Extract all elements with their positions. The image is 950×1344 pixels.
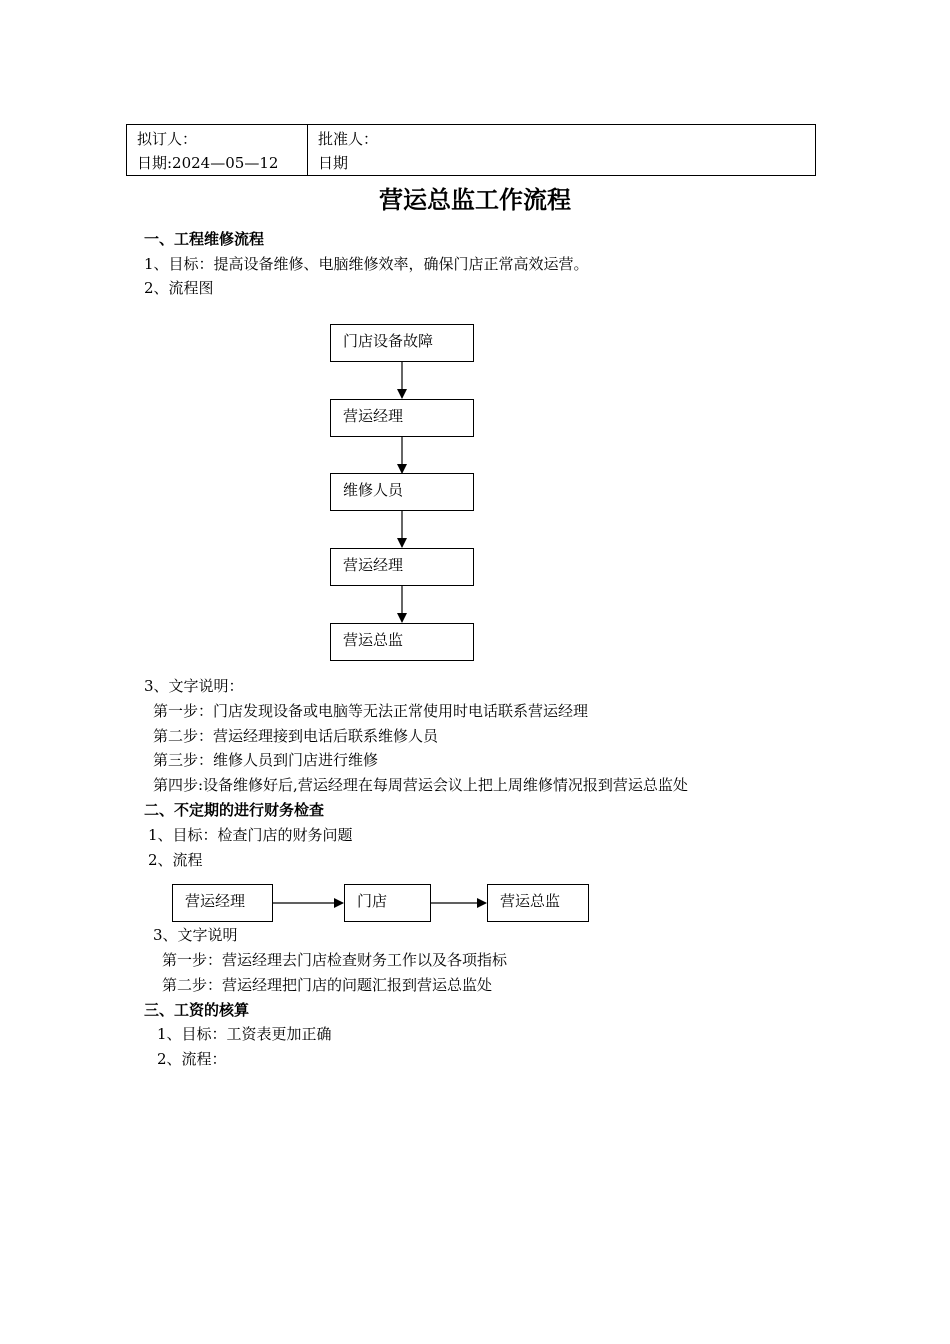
section2-heading: 二、不定期的进行财务检查 [144, 801, 325, 819]
section2-step-1: 第一步：营运经理去门店检查财务工作以及各项指标 [162, 951, 508, 969]
flow2-box-ops-manager: 营运经理 [172, 884, 273, 922]
section2-step-2: 第二步：营运经理把门店的问题汇报到营运总监处 [162, 976, 493, 994]
section1-flow-label: 2、流程图 [144, 279, 214, 297]
section1-step-4: 第四步:设备维修好后,营运经理在每周营运会议上把上周维修情况报到营运总监处 [153, 776, 688, 794]
date-right: 日期 [318, 154, 349, 172]
section2-goal: 1、目标：检查门店的财务问题 [148, 826, 353, 844]
section1-step-2: 第二步：营运经理接到电话后联系维修人员 [153, 727, 439, 745]
flow-box-repair-staff: 维修人员 [330, 473, 474, 511]
drafter-label: 拟订人： [137, 130, 198, 148]
section1-step-1: 第一步：门店发现设备或电脑等无法正常使用时电话联系营运经理 [153, 702, 589, 720]
page-title: 营运总监工作流程 [379, 185, 571, 214]
flow-box-ops-director: 营运总监 [330, 623, 474, 661]
section1-goal: 1、目标：提高设备维修、电脑维修效率，确保门店正常高效运营。 [144, 255, 589, 273]
flow-box-ops-manager-2: 营运经理 [330, 548, 474, 586]
flow-box-device-fault: 门店设备故障 [330, 324, 474, 362]
section1-step-3: 第三步：维修人员到门店进行维修 [153, 751, 379, 769]
section1-text-label: 3、文字说明： [144, 677, 244, 695]
section2-text-label: 3、文字说明 [153, 926, 238, 944]
section3-goal: 1、目标：工资表更加正确 [157, 1025, 332, 1043]
flow-box-ops-manager: 营运经理 [330, 399, 474, 437]
section3-flow-label: 2、流程： [157, 1050, 227, 1068]
flow2-box-ops-director: 营运总监 [487, 884, 589, 922]
section2-flow-label: 2、流程 [148, 851, 203, 869]
approver-label: 批准人： [318, 130, 379, 148]
section3-heading: 三、工资的核算 [144, 1001, 250, 1019]
date-left: 日期:2024—05—12 [137, 154, 279, 172]
flow2-box-store: 门店 [344, 884, 431, 922]
section1-heading: 一、工程维修流程 [144, 230, 265, 248]
